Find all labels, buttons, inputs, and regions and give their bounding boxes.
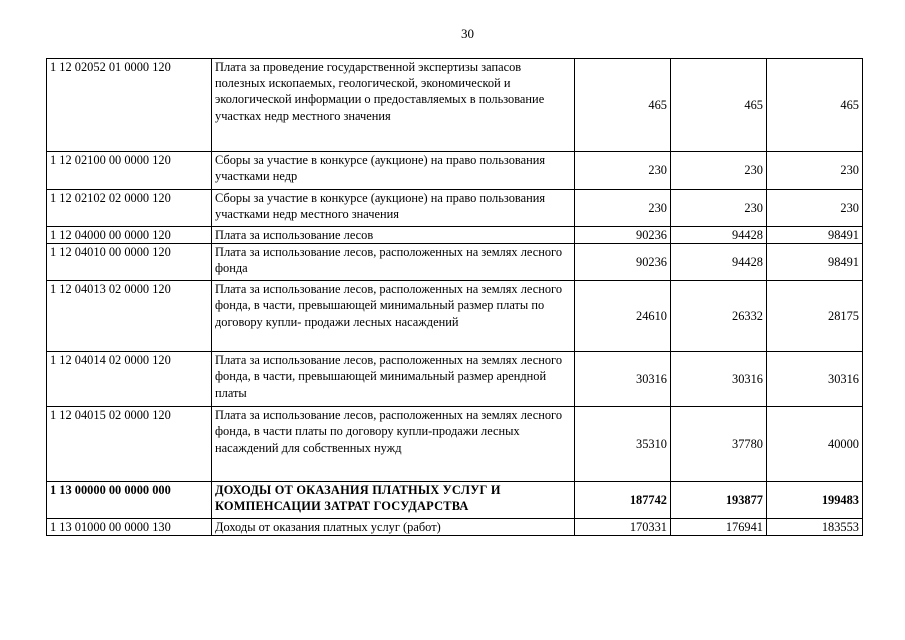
row-name: Плата за использование лесов bbox=[212, 227, 575, 244]
row-value-1: 90236 bbox=[575, 227, 671, 244]
table-row bbox=[47, 407, 863, 482]
row-code: 1 12 04013 02 0000 120 bbox=[47, 281, 212, 352]
row-value-2: 176941 bbox=[671, 519, 767, 536]
row-value-3: 98491 bbox=[767, 227, 863, 244]
row-code: 1 13 01000 00 0000 130 bbox=[47, 519, 212, 536]
row-value-1: 465 bbox=[575, 59, 671, 152]
row-code: 1 12 02100 00 0000 120 bbox=[47, 152, 212, 190]
row-value-3: 465 bbox=[767, 59, 863, 152]
row-value-3: 40000 bbox=[767, 407, 863, 482]
row-value-1: 90236 bbox=[575, 244, 671, 281]
row-value-1: 30316 bbox=[575, 352, 671, 407]
row-code: 1 13 00000 00 0000 000 bbox=[47, 482, 212, 519]
row-name: Плата за использование лесов, расположенных на землях лесного фонда, в части, превышающей минимальный размер арендной платы bbox=[212, 352, 575, 407]
row-name: Сборы за участие в конкурсе (аукционе) на право пользования участками недр bbox=[212, 152, 575, 190]
row-name: Доходы от оказания платных услуг (работ) bbox=[212, 519, 575, 536]
row-value-3: 230 bbox=[767, 190, 863, 227]
row-value-2: 230 bbox=[671, 152, 767, 190]
table-row bbox=[47, 352, 863, 407]
row-value-3: 230 bbox=[767, 152, 863, 190]
row-name: Плата за использование лесов, расположенных на землях лесного фонда, в части, превышающей минимальный размер платы по договору купли- продажи лесных насаждений bbox=[212, 281, 575, 352]
row-value-2: 30316 bbox=[671, 352, 767, 407]
row-value-2: 94428 bbox=[671, 227, 767, 244]
table-row bbox=[47, 190, 863, 227]
row-code: 1 12 04015 02 0000 120 bbox=[47, 407, 212, 482]
table-row bbox=[47, 244, 863, 281]
row-value-2: 465 bbox=[671, 59, 767, 152]
row-name: Плата за использование лесов, расположенных на землях лесного фонда bbox=[212, 244, 575, 281]
table-row bbox=[47, 482, 863, 519]
row-value-2: 37780 bbox=[671, 407, 767, 482]
row-value-3: 28175 bbox=[767, 281, 863, 352]
row-name: Сборы за участие в конкурсе (аукционе) на право пользования участками недр местного значения bbox=[212, 190, 575, 227]
budget-table-body bbox=[47, 59, 863, 536]
budget-table bbox=[46, 58, 863, 536]
table-row bbox=[47, 59, 863, 152]
row-value-3: 183553 bbox=[767, 519, 863, 536]
row-value-2: 193877 bbox=[671, 482, 767, 519]
row-value-2: 26332 bbox=[671, 281, 767, 352]
row-value-1: 35310 bbox=[575, 407, 671, 482]
row-name: Плата за использование лесов, расположенных на землях лесного фонда, в части платы по договору купли-продажи лесных насаждений для собственных нужд bbox=[212, 407, 575, 482]
row-value-3: 199483 bbox=[767, 482, 863, 519]
page-number: 30 bbox=[461, 26, 474, 41]
row-code: 1 12 02102 02 0000 120 bbox=[47, 190, 212, 227]
table-row bbox=[47, 227, 863, 244]
row-value-1: 187742 bbox=[575, 482, 671, 519]
row-code: 1 12 04014 02 0000 120 bbox=[47, 352, 212, 407]
table-row bbox=[47, 519, 863, 536]
row-name: ДОХОДЫ ОТ ОКАЗАНИЯ ПЛАТНЫХ УСЛУГ И КОМПЕНСАЦИИ ЗАТРАТ ГОСУДАРСТВА bbox=[212, 482, 575, 519]
row-value-1: 24610 bbox=[575, 281, 671, 352]
row-value-3: 30316 bbox=[767, 352, 863, 407]
row-code: 1 12 02052 01 0000 120 bbox=[47, 59, 212, 152]
row-name: Плата за проведение государственной экспертизы запасов полезных ископаемых, геологической, экономической и экологической информации о предоставляемых в пользование участках недр местного значения bbox=[212, 59, 575, 152]
row-code: 1 12 04010 00 0000 120 bbox=[47, 244, 212, 281]
row-value-2: 230 bbox=[671, 190, 767, 227]
row-value-2: 94428 bbox=[671, 244, 767, 281]
table-row bbox=[47, 152, 863, 190]
row-code: 1 12 04000 00 0000 120 bbox=[47, 227, 212, 244]
row-value-3: 98491 bbox=[767, 244, 863, 281]
row-value-1: 230 bbox=[575, 152, 671, 190]
row-value-1: 170331 bbox=[575, 519, 671, 536]
table-row bbox=[47, 281, 863, 352]
row-value-1: 230 bbox=[575, 190, 671, 227]
